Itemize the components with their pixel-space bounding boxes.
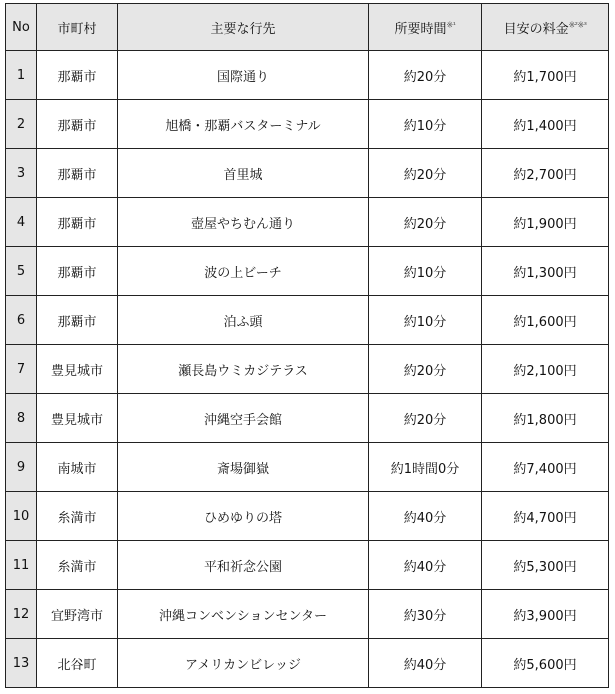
table-row: [6, 149, 609, 198]
row-number: 4: [6, 198, 37, 247]
table-row: [6, 345, 609, 394]
header-no: No: [6, 4, 37, 51]
header-time: [369, 4, 482, 51]
row-fare: 約5,600円: [482, 639, 609, 688]
table-row: [6, 100, 609, 149]
row-fare: 約1,700円: [482, 51, 609, 100]
row-number: 9: [6, 443, 37, 492]
row-fare: 約1,400円: [482, 100, 609, 149]
row-number: 3: [6, 149, 37, 198]
row-travel-time: 約20分: [369, 149, 482, 198]
row-fare: 約2,700円: [482, 149, 609, 198]
row-city: 那覇市: [37, 198, 118, 247]
row-fare: 約5,300円: [482, 541, 609, 590]
row-number: 13: [6, 639, 37, 688]
row-city: 豊見城市: [37, 345, 118, 394]
row-destination: 泊ふ頭: [118, 296, 369, 345]
header-time-label: 所要時間: [394, 21, 447, 37]
row-number: 12: [6, 590, 37, 639]
row-city: 北谷町: [37, 639, 118, 688]
header-destination: 主要な行先: [118, 4, 369, 51]
row-city: 宜野湾市: [37, 590, 118, 639]
row-number: 2: [6, 100, 37, 149]
row-destination: 瀬長島ウミカジテラス: [118, 345, 369, 394]
row-travel-time: 約40分: [369, 492, 482, 541]
table-row: [6, 639, 609, 688]
row-city: 那覇市: [37, 247, 118, 296]
table-row: [6, 492, 609, 541]
table-body: [6, 51, 609, 688]
row-fare: 約1,300円: [482, 247, 609, 296]
table-row: [6, 198, 609, 247]
row-travel-time: 約30分: [369, 590, 482, 639]
row-city: 那覇市: [37, 149, 118, 198]
row-number: 10: [6, 492, 37, 541]
row-city: 糸満市: [37, 541, 118, 590]
header-fee: [482, 4, 609, 51]
row-city: 豊見城市: [37, 394, 118, 443]
row-travel-time: 約40分: [369, 639, 482, 688]
header-fee-note: ※²※³: [568, 20, 587, 30]
row-number: 1: [6, 51, 37, 100]
row-destination: 斎場御嶽: [118, 443, 369, 492]
row-fare: 約1,900円: [482, 198, 609, 247]
header-city: 市町村: [37, 4, 118, 51]
row-destination: ひめゆりの塔: [118, 492, 369, 541]
row-destination: 壺屋やちむん通り: [118, 198, 369, 247]
header-row: [6, 4, 609, 51]
row-destination: 沖縄コンベンションセンター: [118, 590, 369, 639]
row-number: 7: [6, 345, 37, 394]
row-destination: 平和祈念公園: [118, 541, 369, 590]
header-fee-label: 目安の料金: [503, 21, 569, 37]
fare-table-container: [5, 3, 609, 688]
table-row: [6, 247, 609, 296]
row-fare: 約1,800円: [482, 394, 609, 443]
row-fare: 約3,900円: [482, 590, 609, 639]
header-time-note: ※¹: [446, 20, 456, 30]
table-header: [6, 4, 609, 51]
row-travel-time: 約40分: [369, 541, 482, 590]
row-fare: 約7,400円: [482, 443, 609, 492]
table-row: [6, 590, 609, 639]
row-number: 5: [6, 247, 37, 296]
row-city: 那覇市: [37, 296, 118, 345]
row-city: 那覇市: [37, 100, 118, 149]
row-travel-time: 約10分: [369, 100, 482, 149]
row-fare: 約2,100円: [482, 345, 609, 394]
row-destination: 沖縄空手会館: [118, 394, 369, 443]
row-number: 8: [6, 394, 37, 443]
row-city: 糸満市: [37, 492, 118, 541]
row-number: 6: [6, 296, 37, 345]
row-travel-time: 約20分: [369, 345, 482, 394]
row-fare: 約1,600円: [482, 296, 609, 345]
row-fare: 約4,700円: [482, 492, 609, 541]
table-row: [6, 394, 609, 443]
row-number: 11: [6, 541, 37, 590]
row-destination: 首里城: [118, 149, 369, 198]
row-destination: 波の上ビーチ: [118, 247, 369, 296]
row-destination: 旭橋・那覇バスターミナル: [118, 100, 369, 149]
row-city: 南城市: [37, 443, 118, 492]
row-travel-time: 約10分: [369, 296, 482, 345]
row-travel-time: 約10分: [369, 247, 482, 296]
row-destination: 国際通り: [118, 51, 369, 100]
taxi-fare-table: [5, 3, 609, 688]
row-city: 那覇市: [37, 51, 118, 100]
row-travel-time: 約20分: [369, 394, 482, 443]
table-row: [6, 443, 609, 492]
row-travel-time: 約1時間0分: [369, 443, 482, 492]
table-row: [6, 541, 609, 590]
row-travel-time: 約20分: [369, 51, 482, 100]
row-destination: アメリカンビレッジ: [118, 639, 369, 688]
table-row: [6, 296, 609, 345]
row-travel-time: 約20分: [369, 198, 482, 247]
table-row: [6, 51, 609, 100]
